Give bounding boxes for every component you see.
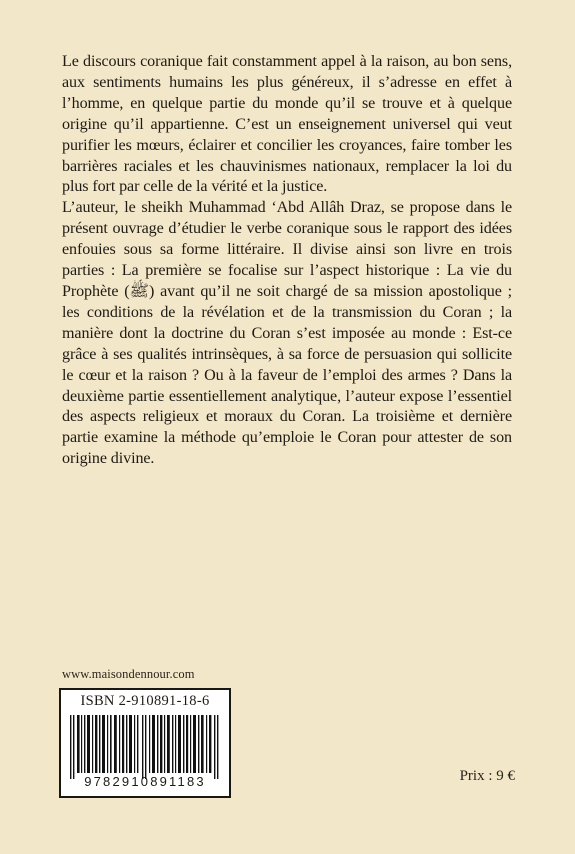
barcode-digits: 9782910891183: [84, 774, 206, 789]
price-label: Prix : 9 €: [459, 768, 515, 784]
barcode-bars-icon: [68, 715, 222, 779]
isbn-barcode: [59, 688, 231, 798]
back-cover-blurb: [62, 52, 512, 470]
blurb-paragraph-1: Le discours coranique fait constamment appel à la raison, au bon sens, aux sentiments humains les plus généreux, il s’adresse en effet à l’homme, en quelque partie du monde qu’il se trouve et à quelque origine qu’il appartienne. C’est un enseignement universel qui veut purifier les mœurs, éclairer et concilier les croyances, faire tomber les barrières raciales et les chauvinismes nationaux, remplacer la loi du plus fort par celle de la vérité et la justice.: [62, 53, 512, 196]
blurb-paragraph-2: L’auteur, le sheikh Muhammad ‘Abd Allâh Draz, se propose dans le présent ouvrage d’étudier le verbe coranique sous le rapport des idées enfouies sous sa forme littéraire. Il divise ainsi son livre en trois parties : La première se focalise sur l’aspect historique : La vie du Prophète (ﷺ) avant qu’il ne soit chargé de sa mission apostolique ; les conditions de la révélation et de la transmission du Coran ; la manière dont la doctrine du Coran s’est imposée au monde : Est-ce grâce à ses qualités intrinsèques, à sa force de persuasion qui sollicite le cœur et la raison ? Ou à la faveur de l’emploi des armes ? Dans la deuxième partie essentiellement analytique, l’auteur expose l’essentiel des aspects religieux et moraux du Coran. La troisième et dernière partie examine la méthode qu’emploie le Coran pour attester de son origine divine.: [62, 199, 512, 468]
isbn-number: ISBN 2-910891-18-6: [80, 693, 210, 709]
publisher-website[interactable]: www.maisondennour.com: [62, 667, 195, 681]
